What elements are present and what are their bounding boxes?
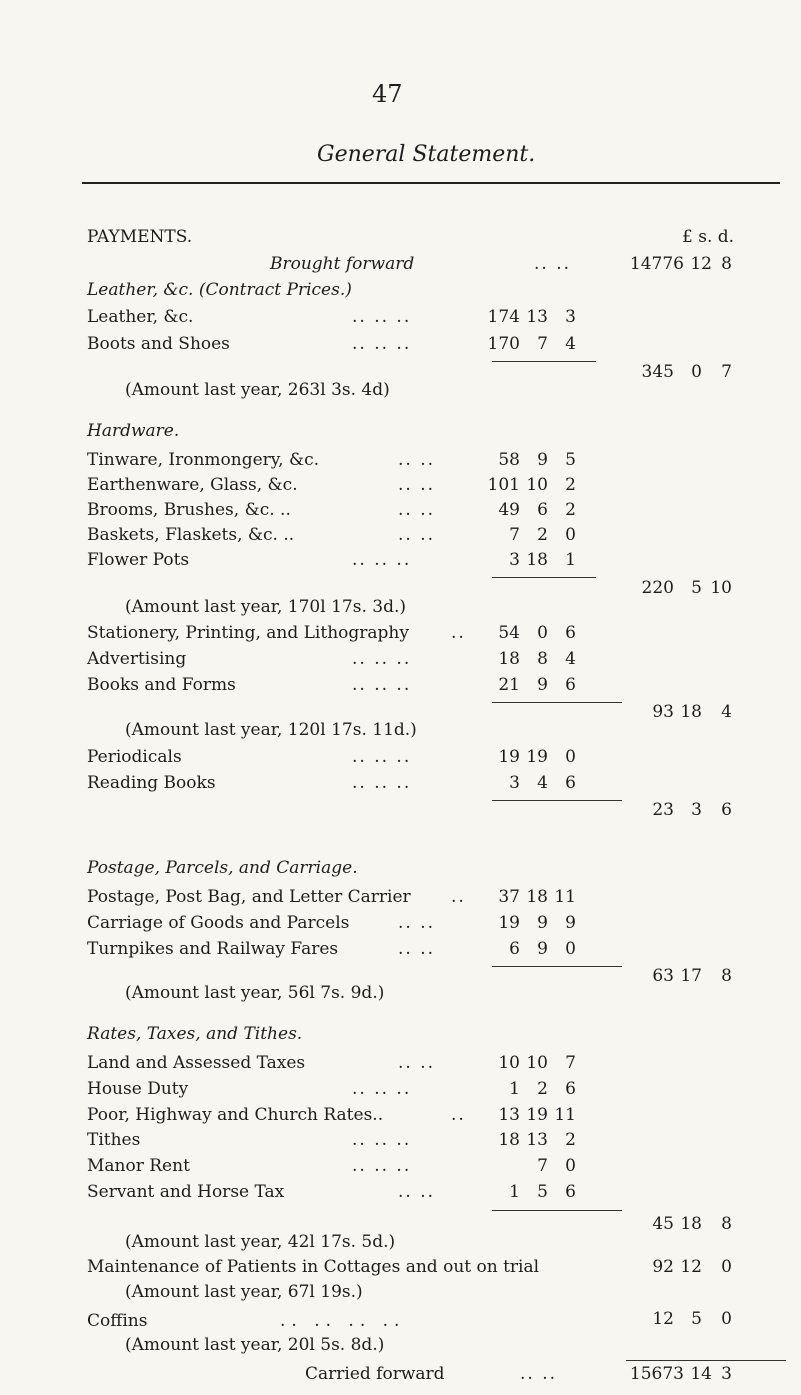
hardware-item-dots: .. .. [398, 450, 436, 470]
rates-last-year: (Amount last year, 42l 17s. 5d.) [125, 1232, 396, 1252]
subtotal-rule [492, 800, 622, 801]
carried-forward-dots: .. .. [520, 1364, 558, 1384]
stationery-item-dots: .. [451, 623, 466, 643]
periodicals-item-dots: .. .. .. [352, 747, 412, 767]
total-rule [626, 1360, 786, 1361]
coffins-dots: .. .. .. .. [280, 1311, 406, 1331]
brought-forward-label: Brought forward [270, 254, 415, 274]
rates-item-label: Manor Rent [87, 1156, 190, 1176]
periodicals-item-amount: 3 4 6 [509, 773, 576, 793]
postage-last-year: (Amount last year, 56l 7s. 9d.) [125, 983, 385, 1003]
maintenance-total: 92 12 0 [652, 1257, 732, 1277]
postage-item-label: Carriage of Goods and Parcels [87, 913, 350, 933]
periodicals-item-label: Periodicals [87, 747, 182, 767]
leather-heading: Leather, &c. (Contract Prices.) [87, 280, 352, 300]
hardware-item-amount: 58 9 5 [498, 450, 576, 470]
coffins-last-year: (Amount last year, 20l 5s. 8d.) [125, 1335, 385, 1355]
postage-item-dots: .. .. [398, 913, 436, 933]
postage-heading: Postage, Parcels, and Carriage. [87, 858, 358, 878]
hardware-item-label: Baskets, Flaskets, &c. .. [87, 525, 295, 545]
currency-heading: £ s. d. [682, 227, 735, 247]
title-rule [82, 182, 780, 184]
rates-item-amount: 7 0 [537, 1156, 576, 1176]
stationery-item-dots: .. .. .. [352, 675, 412, 695]
hardware-item-dots: .. .. [398, 525, 436, 545]
rates-item-dots: .. .. [398, 1053, 436, 1073]
carried-forward-amount: 15673 14 3 [629, 1364, 732, 1384]
periodicals-item-amount: 19 19 0 [498, 747, 576, 767]
rates-item-dots: .. .. .. [352, 1079, 412, 1099]
subtotal-rule [492, 361, 596, 362]
postage-item-label: Postage, Post Bag, and Letter Carrier [87, 887, 411, 907]
leather-item-label: Boots and Shoes [87, 334, 230, 354]
stationery-item-amount: 54 0 6 [498, 623, 576, 643]
rates-item-amount: 18 13 2 [498, 1130, 576, 1150]
periodicals-item-label: Reading Books [87, 773, 216, 793]
coffins-total: 12 5 0 [652, 1309, 732, 1329]
stationery-item-amount: 21 9 6 [498, 675, 576, 695]
subtotal-rule [492, 1210, 622, 1211]
postage-item-dots: .. [451, 887, 466, 907]
rates-item-amount: 13 19 11 [498, 1105, 576, 1125]
rates-item-label: Tithes [87, 1130, 141, 1150]
rates-item-amount: 1 2 6 [509, 1079, 576, 1099]
hardware-item-amount: 7 2 0 [509, 525, 576, 545]
hardware-item-amount: 101 10 2 [487, 475, 576, 495]
postage-total: 63 17 8 [652, 966, 732, 986]
leather-item-label: Leather, &c. [87, 307, 194, 327]
stationery-item-label: Stationery, Printing, and Lithography [87, 623, 409, 643]
hardware-item-dots: .. .. .. [352, 550, 412, 570]
rates-heading: Rates, Taxes, and Tithes. [87, 1024, 303, 1044]
rates-item-label: House Duty [87, 1079, 189, 1099]
leather-item-amount: 174 13 3 [487, 307, 576, 327]
subtotal-rule [492, 966, 622, 967]
rates-item-dots: .. [451, 1105, 466, 1125]
periodicals-item-dots: .. .. .. [352, 773, 412, 793]
rates-item-amount: 1 5 6 [509, 1182, 576, 1202]
leather-item-amount: 170 7 4 [487, 334, 576, 354]
hardware-item-label: Tinware, Ironmongery, &c. [87, 450, 320, 470]
rates-item-dots: .. .. .. [352, 1130, 412, 1150]
hardware-total: 220 5 10 [641, 578, 732, 598]
rates-item-label: Land and Assessed Taxes [87, 1053, 306, 1073]
periodicals-total: 23 3 6 [652, 800, 732, 820]
postage-item-label: Turnpikes and Railway Fares [87, 939, 339, 959]
hardware-heading: Hardware. [87, 421, 180, 441]
stationery-total: 93 18 4 [652, 702, 732, 722]
hardware-item-dots: .. .. [398, 500, 436, 520]
hardware-item-dots: .. .. [398, 475, 436, 495]
leather-item-dots: .. .. .. [352, 307, 412, 327]
rates-item-label: Poor, Highway and Church Rates.. [87, 1105, 384, 1125]
payments-heading: PAYMENTS. [87, 227, 193, 247]
coffins-label: Coffins [87, 1311, 148, 1331]
subtotal-rule [492, 577, 596, 578]
stationery-item-label: Advertising [87, 649, 187, 669]
rates-item-amount: 10 10 7 [498, 1053, 576, 1073]
rates-item-label: Servant and Horse Tax [87, 1182, 285, 1202]
leather-last-year: (Amount last year, 263l 3s. 4d) [125, 380, 390, 400]
stationery-item-label: Books and Forms [87, 675, 236, 695]
subtotal-rule [492, 702, 622, 703]
leather-item-dots: .. .. .. [352, 334, 412, 354]
postage-item-amount: 37 18 11 [498, 887, 576, 907]
rates-item-dots: .. .. .. [352, 1156, 412, 1176]
postage-item-dots: .. .. [398, 939, 436, 959]
hardware-item-amount: 49 6 2 [498, 500, 576, 520]
postage-item-amount: 19 9 9 [498, 913, 576, 933]
hardware-last-year: (Amount last year, 170l 17s. 3d.) [125, 597, 406, 617]
stationery-item-dots: .. .. .. [352, 649, 412, 669]
maintenance-label: Maintenance of Patients in Cottages and out on trial [87, 1257, 540, 1277]
hardware-item-amount: 3 18 1 [509, 550, 576, 570]
maintenance-last-year: (Amount last year, 67l 19s.) [125, 1282, 363, 1302]
postage-item-amount: 6 9 0 [509, 939, 576, 959]
leather-total: 345 0 7 [641, 362, 732, 382]
stationery-item-amount: 18 8 4 [498, 649, 576, 669]
page-number: 47 [372, 80, 403, 108]
hardware-item-label: Flower Pots [87, 550, 190, 570]
hardware-item-label: Brooms, Brushes, &c. .. [87, 500, 291, 520]
page-title: General Statement. [317, 142, 536, 167]
rates-total: 45 18 8 [652, 1214, 732, 1234]
carried-forward-label: Carried forward [305, 1364, 445, 1384]
brought-forward-dots: .. .. [534, 254, 572, 274]
stationery-last-year: (Amount last year, 120l 17s. 11d.) [125, 720, 417, 740]
hardware-item-label: Earthenware, Glass, &c. [87, 475, 298, 495]
rates-item-dots: .. .. [398, 1182, 436, 1202]
brought-forward-amount: 14776 12 8 [629, 254, 732, 274]
